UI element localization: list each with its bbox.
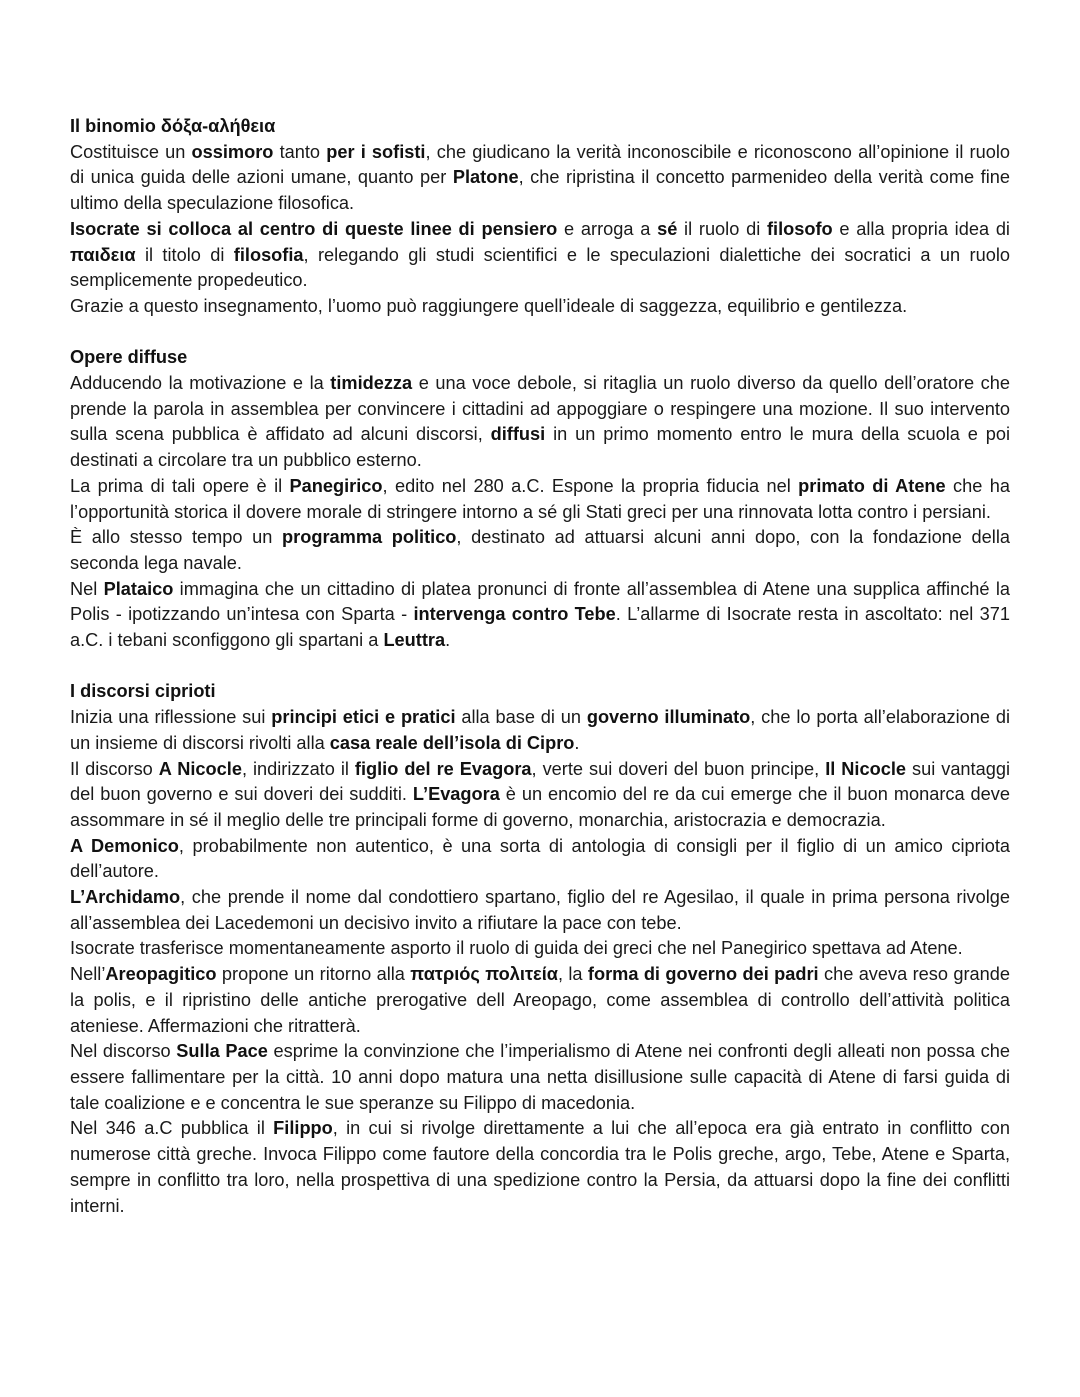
- text-run: Isocrate trasferisce momentaneamente asporto il ruolo di guida dei greci che nel Panegirico spettava ad Atene.: [70, 938, 963, 959]
- bold-term: L’Archidamo: [70, 887, 181, 908]
- paragraph: [70, 140, 1010, 217]
- bold-term: filosofo: [766, 218, 833, 239]
- paragraph: [70, 1039, 1010, 1116]
- bold-term: principi etici e pratici: [271, 707, 456, 728]
- bold-term: A Demonico: [70, 835, 179, 856]
- section-opere-diffuse: [70, 345, 1010, 653]
- text-run: .: [445, 630, 451, 651]
- bold-term: A Nicocle: [158, 758, 242, 779]
- bold-term: Filippo: [273, 1118, 333, 1139]
- section-discorsi-ciprioti: [70, 679, 1010, 1219]
- text-run: Inizia una riflessione sui: [70, 707, 272, 728]
- paragraph: [70, 962, 1010, 1039]
- text-run: immagina che un cittadino di platea pronunci di fronte all’assemblea di Atene una supplica affinché la Polis - ipotizzando un’intesa con Sparta -: [70, 578, 1011, 625]
- bold-term: ossimoro: [191, 141, 274, 162]
- text-run: , che prende il nome dal condottiero spartano, figlio del re Agesilao, il quale in prima persona rivolge all’assemblea dei Lacedemoni un decisivo invito a rifiutare la pace con tebe.: [70, 887, 1010, 933]
- text-run: , che lo porta all’elaborazione di un insieme di discorsi rivolti alla: [70, 707, 1010, 753]
- bold-term: filosofia: [233, 244, 304, 265]
- text-run: , indirizzato il: [241, 758, 355, 779]
- bold-term: forma di governo dei padri: [587, 964, 819, 985]
- text-run: propone un ritorno alla: [216, 964, 411, 985]
- paragraph: [70, 1116, 1010, 1219]
- paragraph: [70, 936, 1010, 962]
- text-run: in un primo momento entro le mura della scuola e poi destinati a circolare tra un pubblico esterno.: [70, 424, 1010, 471]
- text-run: , la: [557, 964, 588, 985]
- bold-term: per i sofisti: [326, 141, 426, 162]
- text-run: Nel 346 a.C pubblica il: [70, 1118, 274, 1139]
- text-run: , in cui si rivolge direttamente a lui che all’epoca era già entrato in conflitto con numerose città greche. Invoca Filippo come fautore della concordia tra le Polis greche, argo, Tebe, Atene e Sparta, sempre in conflitto tra loro, nella prospettiva di una spedizione contro la Persia, da attuarsi dopo la fine dei conflitti interni.: [70, 1118, 1010, 1216]
- paragraph: [70, 834, 1010, 885]
- text-run: Il discorso: [70, 758, 159, 779]
- bold-term: παιδεια: [70, 244, 136, 265]
- text-run: , probabilmente non autentico, è una sorta di antologia di consigli per il figlio di un amico cipriota dell’autore.: [70, 835, 1010, 882]
- paragraph: [70, 757, 1010, 834]
- bold-term: Isocrate si colloca al centro di queste linee di pensiero: [70, 218, 558, 239]
- section-binomio: [70, 114, 1010, 320]
- bold-term: Leuttra: [383, 630, 446, 651]
- document-page: [70, 114, 1010, 1245]
- text-run: .: [574, 732, 580, 753]
- paragraph: [70, 371, 1010, 474]
- text-run: , destinato ad attuarsi alcuni anni dopo, con la fondazione della seconda lega navale.: [70, 527, 1010, 573]
- paragraph: [70, 885, 1010, 936]
- bold-term: Panegirico: [289, 475, 383, 496]
- text-run: , verte sui doveri del buon principe,: [531, 758, 826, 779]
- bold-term: L’Evagora: [412, 784, 500, 805]
- text-run: e alla propria idea di: [832, 218, 1010, 239]
- bold-term: intervenga contro Tebe: [413, 604, 616, 625]
- text-run: Adducendo la motivazione e la: [70, 373, 331, 394]
- bold-term: Areopagitico: [105, 964, 217, 985]
- text-run: il ruolo di: [677, 218, 767, 239]
- paragraph: [70, 577, 1010, 654]
- bold-term: primato di Atene: [798, 475, 946, 496]
- paragraph: [70, 705, 1010, 756]
- bold-term: Platone: [452, 167, 519, 188]
- text-run: , che giudicano la verità inconoscibile e riconoscono all’opinione il ruolo di unica guida delle azioni umane, quanto per: [70, 141, 1010, 188]
- bold-term: Sulla Pace: [176, 1041, 268, 1062]
- text-run: tanto: [273, 141, 327, 162]
- section-heading: Il binomio δόξα-αλήθεια: [70, 116, 276, 136]
- text-run: , relegando gli studi scientifici e le speculazioni dialettiche dei socratici a un ruolo semplicemente propedeutico.: [70, 244, 1011, 291]
- paragraph: [70, 525, 1010, 576]
- text-run: che aveva reso grande la polis, e il ripristino delle antiche prerogative dell Areopago, come assemblea di controllo dell’attività politica ateniese. Affermazioni che ritratterà.: [70, 964, 1010, 1036]
- text-run: e arroga a: [557, 218, 658, 239]
- text-run: Nel: [70, 578, 104, 599]
- paragraph: [70, 474, 1010, 525]
- paragraph: [70, 294, 1010, 320]
- text-run: La prima di tali opere è il: [70, 475, 290, 496]
- text-run: È allo stesso tempo un: [70, 527, 283, 548]
- text-run: , che ripristina il concetto parmenideo della verità come fine ultimo della speculazione filosofica.: [70, 167, 1010, 214]
- text-run: sui vantaggi del buon governo e sui doveri dei sudditi.: [70, 758, 1010, 805]
- bold-term: πατριός πολιτεία: [410, 964, 558, 985]
- bold-term: sé: [657, 218, 678, 239]
- bold-term: Plataico: [103, 578, 174, 599]
- bold-term: Il Nicocle: [825, 758, 906, 779]
- bold-term: governo illuminato: [586, 707, 751, 728]
- text-run: e una voce debole, si ritaglia un ruolo diverso da quello dell’oratore che prende la parola in assemblea per convincere i cittadini ad appoggiare o respingere una mozione. Il suo intervento sulla scena pubblica è affidato ad alcuni discorsi,: [70, 373, 1010, 445]
- bold-term: casa reale dell’isola di Cipro: [329, 732, 575, 753]
- text-run: Costituisce un: [70, 141, 192, 162]
- text-run: esprime la convinzione che l’imperialismo di Atene nei confronti degli alleati non possa che essere fallimentare per la città. 10 anni dopo matura una netta disillusione sulle capacità di Atene di farsi guida di tale coalizione e e concentra le sue speranze su Filippo di macedonia.: [70, 1041, 1010, 1113]
- bold-term: timidezza: [330, 373, 413, 394]
- text-run: che ha l’opportunità storica il dovere morale di stringere intorno a sé gli Stati greci per una rinnovata lotta contro i persiani.: [70, 475, 1010, 522]
- paragraph: [70, 217, 1010, 294]
- section-heading: Opere diffuse: [70, 347, 188, 368]
- text-run: è un encomio del re da cui emerge che il buon monarca deve assommare in sé il meglio delle tre principali forme di governo, monarchia, aristocrazia e democrazia.: [70, 784, 1011, 830]
- section-heading: I discorsi ciprioti: [70, 681, 216, 702]
- bold-term: programma politico: [282, 527, 457, 548]
- text-run: il titolo di: [135, 244, 234, 265]
- text-run: , edito nel 280 a.C. Espone la propria fiducia nel: [382, 475, 799, 496]
- bold-term: figlio del re Evagora: [354, 758, 532, 779]
- bold-term: diffusi: [490, 424, 546, 445]
- text-run: Nel discorso: [70, 1041, 177, 1062]
- text-run: Grazie a questo insegnamento, l’uomo può raggiungere quell’ideale di saggezza, equilibrio e gentilezza.: [70, 295, 908, 316]
- text-run: . L’allarme di Isocrate resta in ascoltato: nel 371 a.C. i tebani sconfiggono gli spartani a: [70, 604, 1010, 651]
- text-run: alla base di un: [455, 707, 587, 728]
- text-run: Nell’: [70, 964, 106, 985]
